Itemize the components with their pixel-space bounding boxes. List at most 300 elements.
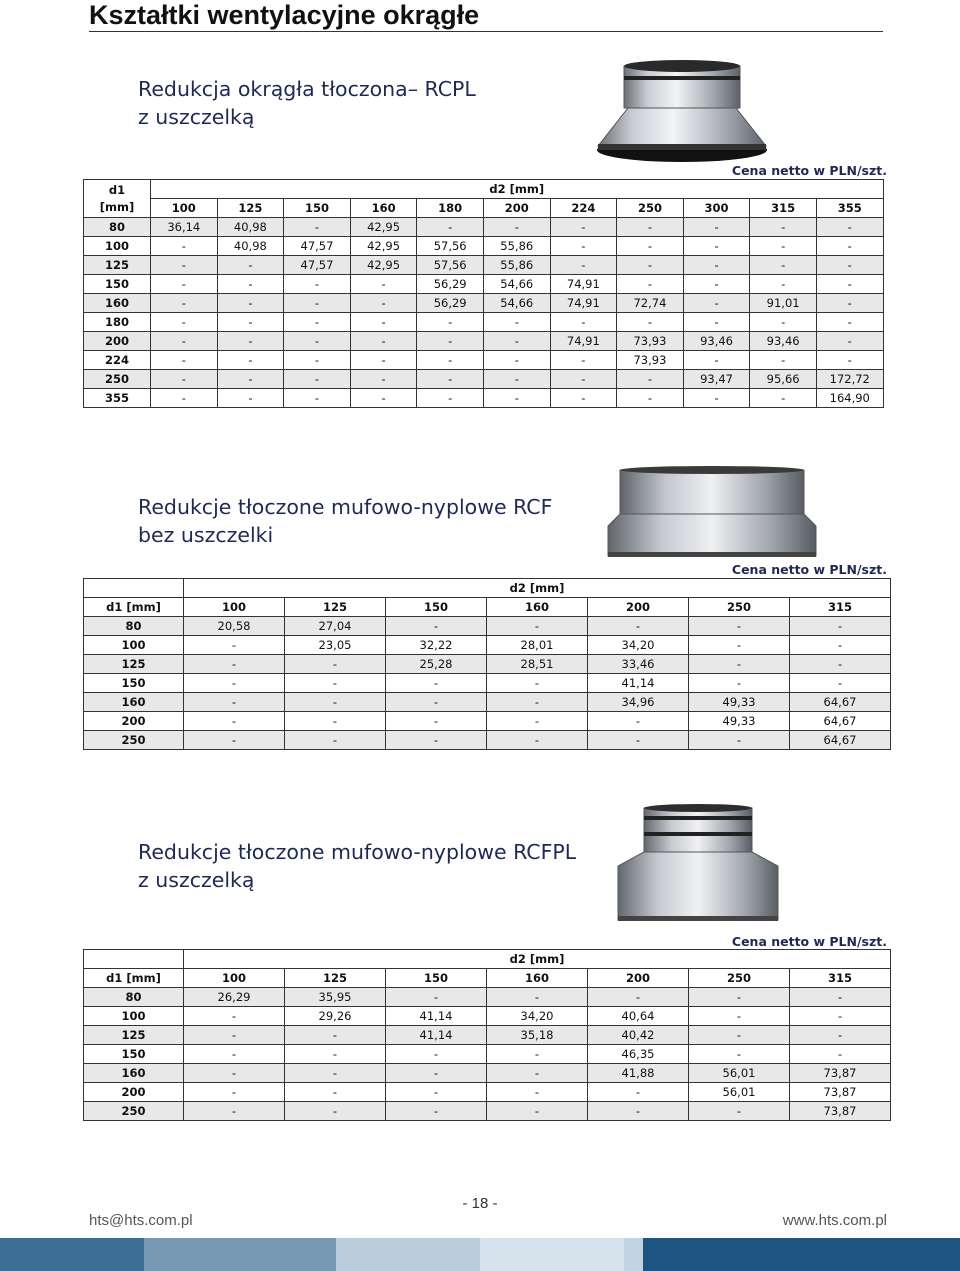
price-cell: - [750,275,817,294]
price-cell: - [689,1007,790,1026]
table-row [84,1083,891,1102]
page-title: Kształtki wentylacyjne okrągłe [89,0,480,30]
column-header: 125 [217,199,284,218]
rcpl-price-table [83,179,884,408]
section-title-rcpl [138,75,476,131]
price-cell: - [588,1102,689,1121]
price-cell: - [417,389,484,408]
price-cell: - [417,313,484,332]
price-cell: - [284,351,351,370]
table-row [84,332,884,351]
price-cell: 93,47 [683,370,750,389]
price-cell: - [483,351,550,370]
price-cell: 93,46 [750,332,817,351]
table-row [84,1064,891,1083]
price-cell: 54,66 [483,275,550,294]
price-cell: - [790,674,891,693]
section-title-line2: z uszczelką [138,868,255,892]
price-cell: - [386,674,487,693]
column-header: 100 [151,199,218,218]
column-headers [84,199,884,218]
price-cell: - [550,313,617,332]
column-header: 160 [350,199,417,218]
table-row [84,294,884,313]
price-cell: - [350,275,417,294]
row-header-d1: 150 [84,275,151,294]
price-cell: 93,46 [683,332,750,351]
price-cell: 28,51 [487,655,588,674]
price-cell: 56,01 [689,1064,790,1083]
column-header: 300 [683,199,750,218]
price-cell: - [683,351,750,370]
page-number: - 18 - [462,1195,498,1212]
price-cell: 23,05 [285,636,386,655]
corner-label: d1 [mm] [84,180,151,218]
price-cell: 56,29 [417,275,484,294]
table-row [84,731,891,750]
price-cell: 49,33 [689,712,790,731]
table-row [84,1007,891,1026]
price-cell: - [487,674,588,693]
row-header-d1: 160 [84,294,151,313]
price-cell: - [285,674,386,693]
price-cell: - [487,731,588,750]
row-header-d1: 125 [84,256,151,275]
price-cell: 95,66 [750,370,817,389]
table-row [84,256,884,275]
price-cell: - [184,655,285,674]
d2-label: d2 [mm] [184,950,891,969]
price-cell: - [750,256,817,275]
column-header: 125 [285,969,386,988]
footer-bar-segment [480,1238,624,1271]
column-header: 150 [284,199,351,218]
price-cell: - [151,389,218,408]
price-cell: - [184,712,285,731]
column-header: 150 [386,969,487,988]
price-cell: - [217,313,284,332]
table-row [84,693,891,712]
price-cell: - [550,256,617,275]
price-cell: - [184,693,285,712]
price-cell: - [689,1026,790,1045]
price-cell: - [487,1045,588,1064]
table-row [84,237,884,256]
price-cell: - [350,294,417,313]
column-header: 160 [487,598,588,617]
price-cell: - [184,636,285,655]
price-cell: - [550,389,617,408]
price-cell: - [285,655,386,674]
price-cell: - [487,1102,588,1121]
price-cell: 36,14 [151,218,218,237]
column-header: 100 [184,598,285,617]
price-cell: - [750,237,817,256]
row-header-d1: 80 [84,988,184,1007]
table-header-row [84,950,891,969]
price-cell: 55,86 [483,237,550,256]
price-cell: - [790,636,891,655]
price-cell: 73,93 [617,351,684,370]
price-cell: - [184,1007,285,1026]
column-header: 250 [617,199,684,218]
price-cell: - [217,332,284,351]
price-cell: 64,67 [790,731,891,750]
footer-website[interactable]: www.hts.com.pl [782,1212,887,1229]
price-cell: 35,18 [487,1026,588,1045]
price-cell: 26,29 [184,988,285,1007]
price-cell: 25,28 [386,655,487,674]
price-cell: - [151,275,218,294]
table-row [84,636,891,655]
price-cell: - [617,275,684,294]
price-cell: - [617,370,684,389]
rcfpl-reducer-image [612,804,784,926]
empty-corner [84,950,184,969]
table-row [84,1045,891,1064]
row-header-d1: 100 [84,237,151,256]
price-cell: - [417,218,484,237]
price-note: Cena netto w PLN/szt. [731,562,887,577]
column-header: 200 [588,969,689,988]
price-cell: - [683,313,750,332]
price-cell: 27,04 [285,617,386,636]
price-cell: - [550,351,617,370]
price-cell: - [285,712,386,731]
section-title-rcfpl [138,838,576,894]
price-cell: - [184,674,285,693]
section-title-line1: Redukcje tłoczone mufowo-nyplowe RCF [138,495,553,519]
price-cell: 41,14 [588,674,689,693]
price-cell: - [151,256,218,275]
price-cell: - [487,617,588,636]
row-header-d1: 160 [84,1064,184,1083]
table-row [84,218,884,237]
column-header: 355 [816,199,883,218]
price-cell: - [284,332,351,351]
price-cell: - [588,617,689,636]
price-cell: 20,58 [184,617,285,636]
price-cell: - [750,218,817,237]
price-cell: - [386,1045,487,1064]
corner-label: d1 [mm] [84,598,184,617]
column-headers [84,969,891,988]
row-header-d1: 100 [84,1007,184,1026]
price-cell: 49,33 [689,693,790,712]
column-header: 250 [689,598,790,617]
footer-bar-segment [336,1238,480,1271]
row-header-d1: 160 [84,693,184,712]
d2-label: d2 [mm] [151,180,884,199]
price-cell: - [151,332,218,351]
price-cell: - [790,655,891,674]
price-cell: - [750,313,817,332]
price-cell: 56,01 [689,1083,790,1102]
footer-email[interactable]: hts@hts.com.pl [89,1212,193,1229]
empty-corner [84,579,184,598]
price-cell: 91,01 [750,294,817,313]
price-cell: - [617,313,684,332]
price-cell: 74,91 [550,332,617,351]
footer-bar-segment [0,1238,144,1271]
price-cell: - [184,1102,285,1121]
price-cell: 47,57 [284,237,351,256]
d2-label: d2 [mm] [184,579,891,598]
price-cell: - [750,389,817,408]
price-cell: 73,87 [790,1064,891,1083]
column-header: 200 [483,199,550,218]
corner-label: d1 [mm] [84,969,184,988]
row-header-d1: 180 [84,313,151,332]
price-cell: - [386,731,487,750]
price-cell: - [550,218,617,237]
price-cell: - [617,256,684,275]
price-cell: - [184,1083,285,1102]
footer-bar-segment [144,1238,336,1271]
price-cell: - [588,1083,689,1102]
price-cell: 41,88 [588,1064,689,1083]
price-cell: 40,42 [588,1026,689,1045]
price-cell: 41,14 [386,1026,487,1045]
price-cell: - [790,1026,891,1045]
table-row [84,313,884,332]
price-cell: 73,87 [790,1102,891,1121]
price-cell: - [487,988,588,1007]
price-cell: - [350,389,417,408]
price-cell: - [816,332,883,351]
section-title-line2: bez uszczelki [138,523,274,547]
price-cell: - [350,313,417,332]
price-cell: - [588,988,689,1007]
price-cell: - [217,370,284,389]
price-cell: - [151,351,218,370]
price-cell: - [689,731,790,750]
price-cell: - [417,370,484,389]
price-cell: - [588,712,689,731]
price-cell: - [184,1026,285,1045]
price-cell: 46,35 [588,1045,689,1064]
price-cell: - [483,389,550,408]
price-cell: 56,29 [417,294,484,313]
row-header-d1: 125 [84,655,184,674]
table-row [84,389,884,408]
price-cell: - [816,294,883,313]
row-header-d1: 100 [84,636,184,655]
price-cell: 64,67 [790,712,891,731]
price-cell: - [689,988,790,1007]
price-cell: - [350,351,417,370]
price-cell: 34,20 [588,636,689,655]
rcfpl-price-table [83,949,891,1121]
price-cell: 164,90 [816,389,883,408]
price-cell: - [217,294,284,313]
row-header-d1: 80 [84,218,151,237]
price-cell: 42,95 [350,218,417,237]
price-cell: - [285,731,386,750]
row-header-d1: 200 [84,1083,184,1102]
price-cell: - [151,237,218,256]
price-cell: 40,98 [217,218,284,237]
row-header-d1: 80 [84,617,184,636]
price-cell: - [350,332,417,351]
price-cell: - [816,313,883,332]
price-cell: - [683,218,750,237]
price-cell: - [417,332,484,351]
price-cell: - [487,1064,588,1083]
footer-bar-segment [624,1238,643,1271]
price-cell: - [487,712,588,731]
column-header: 315 [790,969,891,988]
price-cell: 29,26 [285,1007,386,1026]
column-header: 150 [386,598,487,617]
price-cell: - [151,370,218,389]
row-header-d1: 355 [84,389,151,408]
price-cell: - [284,218,351,237]
rcpl-reducer-image [588,58,870,170]
price-cell: 33,46 [588,655,689,674]
column-header: 224 [550,199,617,218]
price-cell: - [284,313,351,332]
price-cell: - [683,294,750,313]
price-cell: - [790,617,891,636]
column-headers [84,598,891,617]
column-header: 315 [750,199,817,218]
price-cell: 42,95 [350,256,417,275]
table-row [84,674,891,693]
price-cell: - [689,617,790,636]
price-cell: - [689,1102,790,1121]
price-cell: - [285,1045,386,1064]
price-cell: - [816,275,883,294]
price-cell: - [790,1045,891,1064]
column-header: 180 [417,199,484,218]
price-cell: - [217,351,284,370]
price-cell: - [483,370,550,389]
price-cell: - [386,693,487,712]
price-cell: 34,96 [588,693,689,712]
price-cell: - [790,988,891,1007]
price-cell: - [617,237,684,256]
price-cell: 54,66 [483,294,550,313]
price-cell: 28,01 [487,636,588,655]
price-cell: - [217,389,284,408]
price-cell: - [689,674,790,693]
price-cell: - [151,294,218,313]
section-title-rcf [138,493,552,549]
price-cell: - [217,256,284,275]
price-cell: - [285,693,386,712]
price-cell: - [483,313,550,332]
price-cell: - [683,256,750,275]
price-cell: 32,22 [386,636,487,655]
price-cell: 34,20 [487,1007,588,1026]
column-header: 315 [790,598,891,617]
price-cell: 73,93 [617,332,684,351]
table-row [84,617,891,636]
price-note: Cena netto w PLN/szt. [731,163,887,178]
price-cell: - [284,294,351,313]
price-cell: - [217,275,284,294]
table-row [84,351,884,370]
price-cell: - [386,712,487,731]
price-cell: - [816,218,883,237]
row-header-d1: 250 [84,370,151,389]
table-row [84,712,891,731]
price-note: Cena netto w PLN/szt. [731,934,887,949]
price-cell: 57,56 [417,237,484,256]
table-row [84,370,884,389]
price-cell: - [350,370,417,389]
row-header-d1: 200 [84,712,184,731]
price-cell: - [689,1045,790,1064]
price-cell: - [550,370,617,389]
rcf-reducer-image [604,466,828,562]
price-cell: - [816,237,883,256]
price-cell: - [285,1026,386,1045]
table-row [84,1102,891,1121]
price-cell: - [284,275,351,294]
column-header: 160 [487,969,588,988]
row-header-d1: 250 [84,1102,184,1121]
price-cell: - [184,1064,285,1083]
price-cell: 74,91 [550,294,617,313]
price-cell: - [683,275,750,294]
price-cell: - [790,1007,891,1026]
price-cell: - [689,655,790,674]
row-header-d1: 150 [84,1045,184,1064]
price-cell: - [816,351,883,370]
price-cell: - [483,332,550,351]
row-header-d1: 200 [84,332,151,351]
row-header-d1: 125 [84,1026,184,1045]
price-cell: - [386,1064,487,1083]
price-cell: 64,67 [790,693,891,712]
price-cell: - [683,389,750,408]
price-cell: - [683,237,750,256]
price-cell: - [285,1102,386,1121]
price-cell: 72,74 [617,294,684,313]
section-title-line2: z uszczelką [138,105,255,129]
price-cell: - [386,617,487,636]
price-cell: 73,87 [790,1083,891,1102]
price-cell: - [184,731,285,750]
row-header-d1: 224 [84,351,151,370]
table-row [84,1026,891,1045]
price-cell: - [487,693,588,712]
table-row [84,275,884,294]
price-cell: 55,86 [483,256,550,275]
table-header-row [84,180,884,199]
price-cell: - [617,389,684,408]
title-divider [89,31,883,32]
price-cell: - [550,237,617,256]
row-header-d1: 250 [84,731,184,750]
table-header-row [84,579,891,598]
table-row [84,655,891,674]
row-header-d1: 150 [84,674,184,693]
price-cell: 57,56 [417,256,484,275]
price-cell: - [750,351,817,370]
column-header: 100 [184,969,285,988]
price-cell: - [184,1045,285,1064]
price-cell: - [617,218,684,237]
price-cell: - [285,1083,386,1102]
price-cell: - [483,218,550,237]
column-header: 200 [588,598,689,617]
price-cell: - [689,636,790,655]
price-cell: - [151,313,218,332]
rcf-price-table [83,578,891,750]
